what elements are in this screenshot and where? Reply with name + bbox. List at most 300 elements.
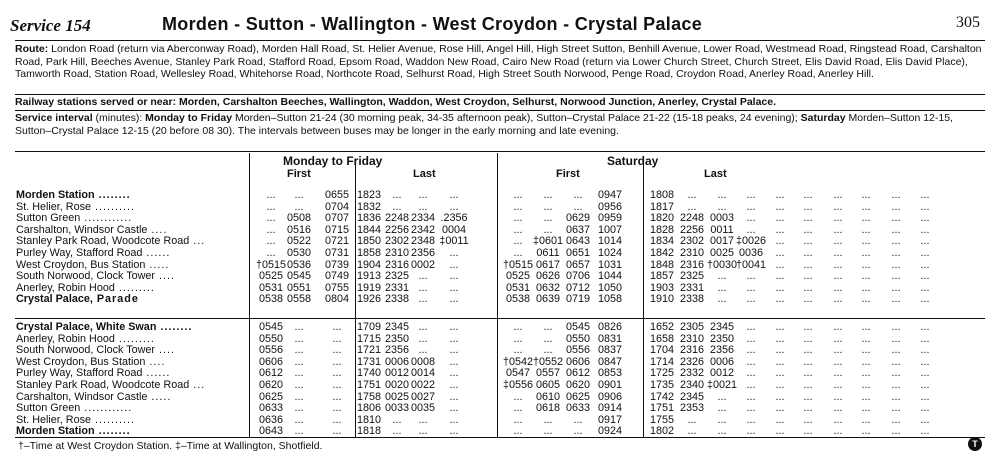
time-cell: 2356 — [410, 247, 436, 259]
time-cell: ... — [833, 390, 843, 403]
time-cell: ... — [418, 321, 428, 333]
time-cell: 0508 — [286, 212, 312, 225]
time-cell: 0637 — [565, 223, 591, 236]
time-cell: ... — [746, 425, 756, 438]
stop-leader-dots: ... — [189, 235, 206, 248]
stop-leader-dots: .... — [147, 223, 168, 236]
mf-heading: Monday to Friday — [283, 154, 383, 168]
stop-leader-dots: ........ — [94, 189, 131, 201]
stop-label: Purley Way, Stafford Road — [16, 367, 143, 380]
time-cell: ... — [833, 367, 843, 380]
railway-text: Morden, Carshalton Beeches, Wallington, Waddon, West Croydon, Selhurst, Norwood Junction, Anerley, Crystal Palace. — [176, 96, 777, 108]
time-cell: ... — [803, 281, 813, 294]
time-cell: ... — [861, 200, 871, 213]
time-cell: ... — [513, 235, 523, 248]
time-cell: 2338 — [679, 293, 705, 306]
time-cell: ... — [573, 189, 583, 201]
route-text: London Road (return via Aberconway Road), Morden Hall Road, St. Helier Avenue, Rose Hill, Angel Hill, High Street Sutton, Benhill Avenue, Lower Road, Westmead Road, Ringstead Road, Carshalton Road, Park Hill, Beeches Avenue, Stanley Park Road, Stafford Road, Epsom Road, Waddon New Road, Cairo New Road (return via Lower Church Street, Church Street, Elis David Road, Elis David Place), Tamworth Road, Station Road, Wellesley Road, Whitehorse Road, Northcote Road, Selhurst Road, High Street South Norwood, Penge Road, Croydon Road, Anerley Road, Anerley Hill. — [15, 43, 982, 80]
time-cell: ... — [418, 200, 428, 213]
time-cell: ... — [449, 281, 459, 294]
time-cell: ... — [294, 390, 304, 403]
footnotes: †–Time at West Croydon Station. ‡–Time at Wallington, Shotfield. — [18, 440, 323, 452]
time-cell: 2248 — [679, 212, 705, 225]
time-cell: ... — [803, 200, 813, 213]
stop-label: Stanley Park Road, Woodcote Road — [16, 235, 190, 248]
time-cell: ... — [891, 235, 901, 248]
time-cell: ... — [861, 367, 871, 380]
time-cell: 0749 — [324, 270, 350, 283]
inbound-stop-name — [16, 321, 192, 333]
time-cell: ... — [746, 223, 756, 236]
time-cell: ... — [833, 402, 843, 415]
time-cell: ... — [833, 235, 843, 248]
time-cell: 0545 — [565, 321, 591, 333]
time-cell: 1919 — [356, 281, 382, 294]
stop-column-divider — [249, 153, 250, 438]
time-cell: ... — [513, 321, 523, 333]
time-cell: 1731 — [356, 355, 382, 368]
time-cell: ... — [332, 321, 342, 333]
time-cell: 1704 — [649, 344, 675, 357]
time-cell: ... — [543, 413, 553, 426]
stop-label: Sutton Green — [16, 402, 81, 415]
time-cell: †0515 — [256, 258, 287, 271]
time-cell: 1802 — [649, 425, 675, 438]
time-cell: ... — [891, 402, 901, 415]
time-cell: 0017 — [709, 235, 735, 248]
inbound-stop-name — [16, 425, 131, 437]
time-cell: 0536 — [286, 258, 312, 271]
time-cell: ... — [294, 200, 304, 213]
inbound-stop-name — [16, 367, 170, 379]
time-cell: 2332 — [679, 367, 705, 380]
time-cell: 2334 — [410, 212, 436, 225]
outbound-stop-name — [16, 212, 132, 224]
sat-interval-label: Saturday — [800, 112, 846, 124]
time-cell: 0605 — [535, 379, 561, 391]
time-cell: ... — [803, 425, 813, 438]
time-cell: ... — [746, 270, 756, 283]
time-cell: ... — [833, 355, 843, 368]
stop-label: Crystal Palace, — [16, 293, 93, 306]
time-cell: 0545 — [286, 270, 312, 283]
time-cell: ... — [803, 367, 813, 380]
time-cell: ... — [418, 413, 428, 426]
time-cell: 0025 — [709, 247, 735, 259]
time-cell: 0853 — [597, 367, 623, 380]
sat-heading: Saturday — [607, 154, 659, 168]
time-cell: 0804 — [324, 293, 350, 306]
time-cell: ... — [920, 367, 930, 380]
time-cell: 2348 — [410, 235, 436, 248]
time-cell: ... — [775, 355, 785, 368]
time-cell: ... — [803, 321, 813, 333]
time-cell: 1044 — [597, 270, 623, 283]
stop-leader-dots: ......... — [114, 332, 155, 345]
time-cell: ... — [891, 270, 901, 283]
outbound-stop-name — [16, 259, 169, 271]
time-cell: ... — [449, 355, 459, 368]
time-cell: 0612 — [258, 367, 284, 380]
time-cell: 1751 — [649, 402, 675, 415]
time-cell: 0002 — [410, 258, 436, 271]
time-cell: ... — [920, 390, 930, 403]
time-cell: †0542 — [503, 355, 534, 368]
time-cell: 0531 — [258, 281, 284, 294]
time-cell: ... — [746, 344, 756, 357]
time-cell: 0826 — [597, 321, 623, 333]
time-cell: ... — [746, 355, 756, 368]
stop-leader-dots: ......... — [114, 281, 155, 294]
time-cell: ... — [891, 212, 901, 225]
time-cell: ... — [418, 189, 428, 201]
time-cell: ... — [861, 258, 871, 271]
time-cell: ... — [449, 293, 459, 306]
time-cell: ... — [803, 270, 813, 283]
time-cell: 0522 — [286, 235, 312, 248]
time-cell: 0538 — [505, 293, 531, 306]
railway-label: Railway stations served or near: — [15, 96, 177, 108]
sat-first-last-divider — [643, 160, 644, 438]
time-cell: 0020 — [384, 379, 410, 391]
time-cell: 0707 — [324, 212, 350, 225]
time-cell: ... — [803, 402, 813, 415]
interval-label: Service interval — [15, 112, 93, 124]
time-cell: 0739 — [324, 258, 350, 271]
time-cell: 0633 — [258, 402, 284, 415]
time-cell: ... — [392, 425, 402, 438]
time-cell: 0721 — [324, 235, 350, 248]
time-cell: ... — [543, 332, 553, 345]
time-cell: ... — [332, 367, 342, 380]
time-cell: ... — [861, 355, 871, 368]
time-cell: 1836 — [356, 212, 382, 225]
time-cell: ... — [332, 332, 342, 345]
time-cell: 0011 — [710, 223, 734, 236]
time-cell: 1832 — [356, 200, 382, 213]
time-cell: ... — [861, 270, 871, 283]
time-cell: 2316 — [384, 258, 410, 271]
time-cell: 0715 — [324, 223, 350, 236]
time-cell: ... — [891, 332, 901, 345]
time-cell: ... — [861, 413, 871, 426]
time-cell: ... — [717, 390, 727, 403]
time-cell: 2356 — [384, 344, 410, 357]
time-cell: ... — [920, 200, 930, 213]
stop-leader-dots: ............ — [80, 212, 133, 225]
stop-label: Purley Way, Stafford Road — [16, 247, 143, 259]
time-cell: ... — [891, 293, 901, 306]
stop-label: Anerley, Robin Hood — [16, 281, 115, 294]
stop-leader-dots: ............ — [80, 402, 133, 415]
time-cell: 2331 — [679, 281, 705, 294]
time-cell: ... — [891, 223, 901, 236]
time-cell: ... — [775, 344, 785, 357]
time-cell: ... — [513, 247, 523, 259]
time-cell: ... — [746, 367, 756, 380]
time-cell: 0033 — [384, 402, 410, 415]
time-cell: ... — [294, 344, 304, 357]
mf-interval-text: Morden–Sutton 21-24 (30 morning peak, 34-35 afternoon peak), Sutton–Crystal Palace 21-22 (15-18 peaks, 24 evening); — [232, 112, 801, 124]
time-cell: ... — [803, 258, 813, 271]
stop-leader-dots: .... — [155, 270, 176, 283]
time-cell: 0706 — [565, 270, 591, 283]
direction-rule — [15, 318, 985, 319]
time-cell: 1808 — [649, 189, 675, 201]
time-cell: ... — [775, 425, 785, 438]
time-cell: 0556 — [258, 344, 284, 357]
time-cell: 1031 — [597, 258, 623, 271]
time-cell: ... — [449, 247, 459, 259]
time-cell: 2345 — [709, 321, 735, 333]
time-cell: 0611 — [536, 247, 560, 259]
time-cell: ... — [861, 390, 871, 403]
stop-leader-dots: .... — [155, 344, 176, 357]
time-cell: 1058 — [597, 293, 623, 306]
time-cell: ... — [891, 390, 901, 403]
time-cell: 2331 — [384, 281, 410, 294]
time-cell: ... — [775, 379, 785, 391]
time-cell: ... — [920, 258, 930, 271]
time-cell: .2356 — [440, 212, 468, 225]
stop-leader-dots: Parade — [92, 293, 139, 306]
stop-label: South Norwood, Clock Tower — [16, 270, 156, 283]
stop-leader-dots: ..... — [145, 258, 170, 271]
stop-leader-dots: ........ — [156, 321, 193, 333]
time-cell: 2310 — [679, 332, 705, 345]
stop-label: West Croydon, Bus Station — [16, 355, 146, 368]
outbound-stop-name — [16, 189, 131, 201]
time-cell: ‡0556 — [503, 379, 534, 391]
time-cell: ... — [573, 425, 583, 438]
time-cell: 1823 — [356, 189, 382, 201]
time-cell: 0538 — [258, 293, 284, 306]
time-cell: ... — [746, 413, 756, 426]
time-cell: ... — [449, 379, 459, 391]
time-cell: ... — [920, 247, 930, 259]
page-header — [0, 0, 1000, 40]
time-cell: ... — [717, 425, 727, 438]
time-cell: 1818 — [356, 425, 382, 438]
time-cell: ... — [332, 355, 342, 368]
service-number: Service 154 — [10, 16, 91, 35]
time-cell: 0606 — [565, 355, 591, 368]
time-cell: 0633 — [565, 402, 591, 415]
time-cell: ... — [833, 281, 843, 294]
time-cell: 0612 — [565, 367, 591, 380]
time-cell: ... — [920, 235, 930, 248]
time-cell: †0552 — [533, 355, 564, 368]
time-cell: 0914 — [597, 402, 623, 415]
time-cell: ... — [891, 200, 901, 213]
time-cell: ... — [833, 321, 843, 333]
time-cell: 0618 — [535, 402, 561, 415]
stop-leader-dots: .... — [145, 355, 166, 368]
time-cell: ... — [775, 189, 785, 201]
inbound-stop-name — [16, 414, 135, 426]
mf-first-label: First — [287, 168, 311, 180]
time-cell: 2310 — [384, 247, 410, 259]
time-cell: 0008 — [410, 355, 436, 368]
time-cell: ... — [294, 367, 304, 380]
time-cell: 0837 — [597, 344, 623, 357]
time-cell: ... — [833, 332, 843, 345]
time-cell: ... — [418, 425, 428, 438]
time-cell: ... — [449, 270, 459, 283]
stop-label: Carshalton, Windsor Castle — [16, 223, 148, 236]
time-cell: ... — [266, 200, 276, 213]
time-cell: ... — [861, 247, 871, 259]
time-cell: ... — [717, 189, 727, 201]
stop-label: St. Helier, Rose — [16, 200, 92, 213]
time-cell: ... — [803, 235, 813, 248]
time-cell: ... — [418, 270, 428, 283]
time-cell: ... — [775, 223, 785, 236]
time-cell: ... — [392, 189, 402, 201]
time-cell: ... — [803, 332, 813, 345]
time-cell: ... — [332, 390, 342, 403]
stop-leader-dots: .......... — [91, 413, 136, 426]
time-cell: ... — [920, 332, 930, 345]
time-cell: 2316 — [679, 258, 705, 271]
time-cell: ‡0011 — [439, 235, 469, 248]
time-cell: ... — [543, 223, 553, 236]
time-cell: ... — [891, 367, 901, 380]
time-cell: ... — [449, 258, 459, 271]
stop-leader-dots: ... — [189, 379, 206, 391]
time-cell: ... — [803, 344, 813, 357]
time-cell: ... — [294, 321, 304, 333]
service-interval — [15, 112, 985, 137]
outbound-stop-name — [16, 293, 139, 305]
time-cell: 0831 — [597, 332, 623, 345]
time-cell: ... — [861, 402, 871, 415]
interval-units: (minutes): — [92, 112, 146, 124]
time-cell: ... — [294, 355, 304, 368]
outbound-stop-name — [16, 270, 175, 282]
time-cell: ... — [891, 321, 901, 333]
time-cell: ... — [543, 200, 553, 213]
time-cell: 0036 — [738, 247, 764, 259]
time-cell: ... — [746, 332, 756, 345]
stop-label: Sutton Green — [16, 212, 81, 225]
time-cell: ... — [891, 355, 901, 368]
time-cell: ... — [775, 212, 785, 225]
time-cell: 1910 — [649, 293, 675, 306]
time-cell: ... — [332, 379, 342, 391]
time-cell: ... — [294, 413, 304, 426]
stop-label: Morden Station — [16, 425, 95, 438]
time-cell: 2345 — [679, 390, 705, 403]
time-cell: 2338 — [384, 293, 410, 306]
time-cell: ... — [775, 235, 785, 248]
time-cell: ... — [775, 413, 785, 426]
time-cell: 0557 — [535, 367, 561, 380]
time-cell: ... — [746, 189, 756, 201]
time-cell: 0003 — [709, 212, 735, 225]
time-cell: ... — [294, 189, 304, 201]
time-cell: 0959 — [597, 212, 623, 225]
time-cell: ... — [332, 402, 342, 415]
time-cell: ... — [833, 258, 843, 271]
time-cell: 1742 — [649, 390, 675, 403]
time-cell: ... — [833, 425, 843, 438]
time-cell: 0530 — [286, 247, 312, 259]
time-cell: 0027 — [410, 390, 436, 403]
time-cell: ... — [920, 223, 930, 236]
time-cell: ... — [920, 321, 930, 333]
time-cell: 1024 — [597, 247, 623, 259]
time-cell: ... — [775, 258, 785, 271]
time-cell: 1715 — [356, 332, 382, 345]
time-cell: 1844 — [356, 223, 382, 236]
time-cell: ... — [687, 425, 697, 438]
time-cell: 0704 — [324, 200, 350, 213]
time-cell: 2305 — [679, 321, 705, 333]
time-cell: 1652 — [649, 321, 675, 333]
time-cell: ... — [861, 212, 871, 225]
stop-label: South Norwood, Clock Tower — [16, 344, 156, 357]
time-cell: 0632 — [535, 281, 561, 294]
time-cell: 1848 — [649, 258, 675, 271]
route-title: Morden - Sutton - Wallington - West Croydon - Crystal Palace — [162, 14, 703, 34]
time-cell: ... — [861, 189, 871, 201]
time-cell: ... — [803, 223, 813, 236]
time-cell: ... — [449, 367, 459, 380]
time-cell: 1828 — [649, 223, 675, 236]
time-cell: ... — [449, 413, 459, 426]
time-cell: ... — [833, 293, 843, 306]
outbound-stop-name — [16, 201, 135, 213]
time-cell: ... — [513, 212, 523, 225]
time-cell: ... — [418, 344, 428, 357]
time-cell: ... — [833, 270, 843, 283]
time-cell: ... — [833, 200, 843, 213]
sat-last-label: Last — [704, 168, 727, 180]
railway-rule — [15, 110, 985, 111]
time-cell: ... — [543, 321, 553, 333]
time-cell: ... — [920, 379, 930, 391]
time-cell: 0006 — [709, 355, 735, 368]
time-cell: ... — [543, 189, 553, 201]
stop-label: Carshalton, Windsor Castle — [16, 390, 148, 403]
time-cell: 1735 — [649, 379, 675, 391]
time-cell: 1014 — [597, 235, 623, 248]
time-cell: ... — [803, 189, 813, 201]
time-cell: ... — [717, 200, 727, 213]
time-cell: ... — [717, 413, 727, 426]
time-cell: ... — [266, 247, 276, 259]
time-cell: ... — [861, 344, 871, 357]
time-cell: 1850 — [356, 235, 382, 248]
time-cell: ... — [920, 355, 930, 368]
time-cell: 0847 — [597, 355, 623, 368]
time-cell: 0657 — [565, 258, 591, 271]
time-cell: ... — [861, 425, 871, 438]
time-cell: 0901 — [597, 379, 623, 391]
time-cell: ... — [717, 402, 727, 415]
time-cell: 0022 — [410, 379, 436, 391]
time-cell: 2326 — [679, 355, 705, 368]
time-cell: 0625 — [565, 390, 591, 403]
time-cell: 0620 — [258, 379, 284, 391]
time-cell: 1721 — [356, 344, 382, 357]
time-cell: ... — [449, 402, 459, 415]
time-cell: 0719 — [565, 293, 591, 306]
time-cell: ... — [775, 200, 785, 213]
time-cell: ... — [449, 321, 459, 333]
page-number: 305 — [956, 14, 980, 31]
